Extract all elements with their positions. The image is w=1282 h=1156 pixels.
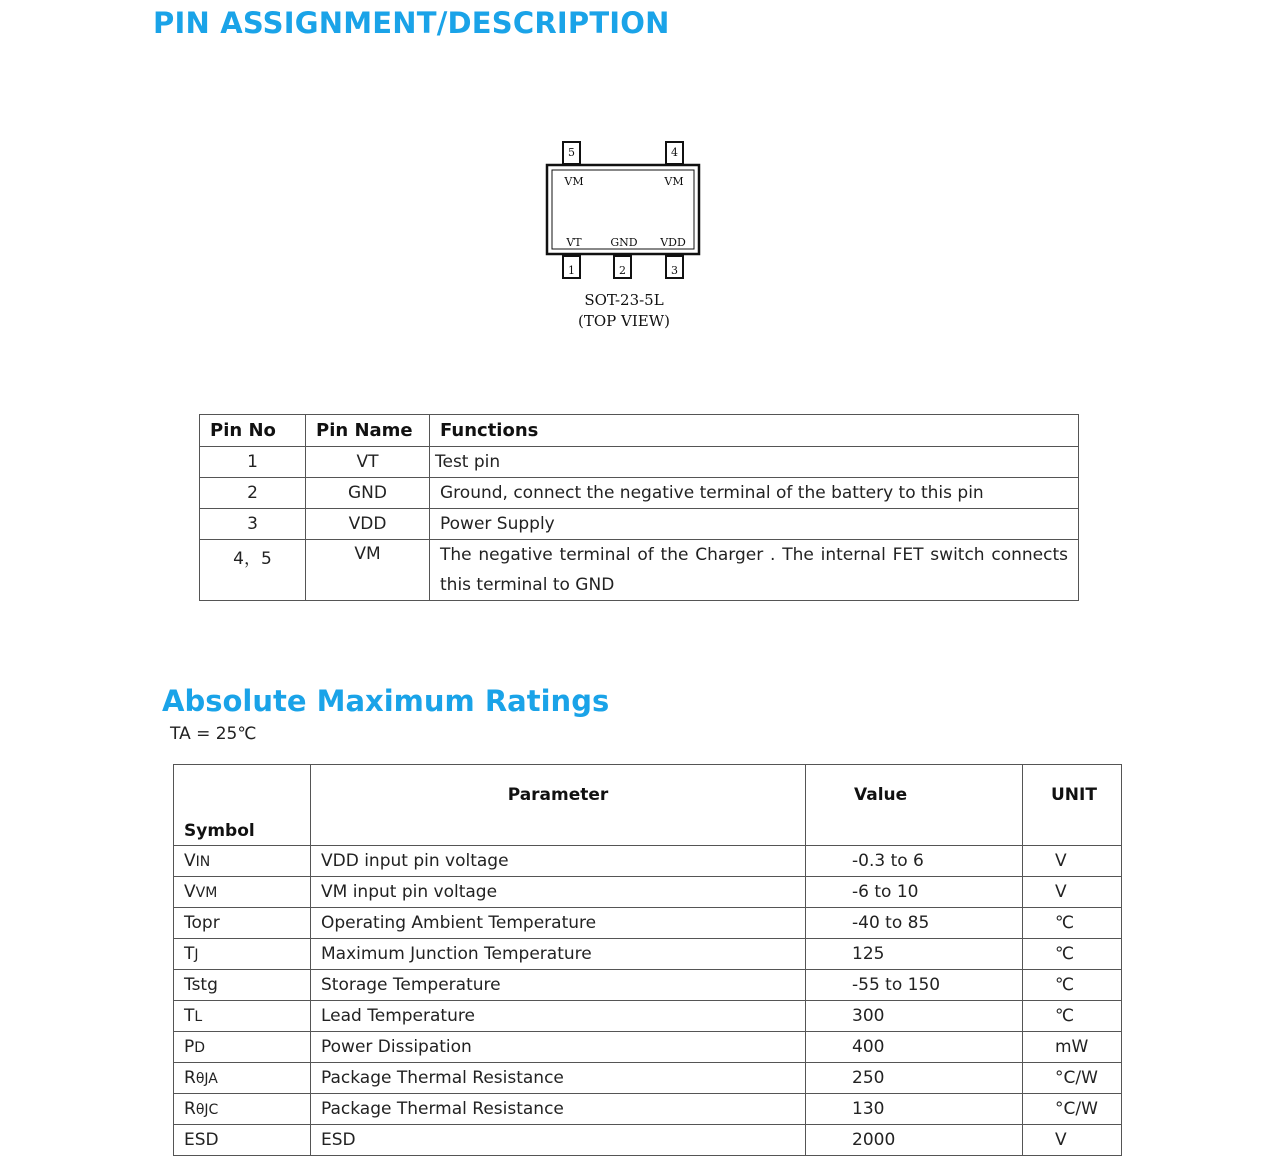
pin-name-cell: VDD xyxy=(306,509,430,540)
symbol-cell xyxy=(174,1125,311,1156)
symbol-subscript: D xyxy=(194,1040,206,1056)
symbol-cell xyxy=(174,846,311,877)
parameter-cell: Maximum Junction Temperature xyxy=(311,939,806,970)
table-row xyxy=(200,540,1079,601)
symbol-main: R xyxy=(184,1099,196,1119)
parameter-cell: VDD input pin voltage xyxy=(311,846,806,877)
package-name: SOT-23-5L xyxy=(584,291,664,309)
unit-cell: ℃ xyxy=(1023,1001,1122,1032)
unit-cell: V xyxy=(1023,1125,1122,1156)
table-row xyxy=(174,1094,1122,1125)
parameter-cell: VM input pin voltage xyxy=(311,877,806,908)
value-cell: -40 to 85 xyxy=(806,908,1023,939)
pin-name-cell: VT xyxy=(306,447,430,478)
symbol-subscript: θJC xyxy=(195,1102,219,1118)
parameter-cell: Power Dissipation xyxy=(311,1032,806,1063)
sot23-package-diagram xyxy=(540,135,710,285)
package-caption xyxy=(560,290,688,332)
pin-number-5: 5 xyxy=(568,146,575,159)
label-gnd: GND xyxy=(610,236,638,249)
symbol-main: V xyxy=(184,882,196,902)
pin-no-cell: 4，5 xyxy=(200,540,306,601)
parameter-cell: Package Thermal Resistance xyxy=(311,1094,806,1125)
value-cell: 400 xyxy=(806,1032,1023,1063)
table-row xyxy=(200,478,1079,509)
package-view: (TOP VIEW) xyxy=(578,312,670,330)
pin-no-cell: 3 xyxy=(200,509,306,540)
pin-no-cell: 2 xyxy=(200,478,306,509)
pin-function-cell: Test pin xyxy=(430,447,1079,478)
table-row xyxy=(174,846,1122,877)
unit-cell: °C/W xyxy=(1023,1063,1122,1094)
value-cell: 300 xyxy=(806,1001,1023,1032)
symbol-main: ESD xyxy=(184,1130,219,1150)
symbol-subscript: J xyxy=(194,947,199,963)
value-cell: -55 to 150 xyxy=(806,970,1023,1001)
header-parameter: Parameter xyxy=(311,765,806,846)
header-unit: UNIT xyxy=(1023,765,1122,846)
ambient-temperature-note: TA = 25℃ xyxy=(170,724,257,744)
table-row xyxy=(174,939,1122,970)
table-row xyxy=(174,877,1122,908)
symbol-main: V xyxy=(184,851,196,871)
symbol-cell xyxy=(174,877,311,908)
header-functions: Functions xyxy=(430,415,1079,447)
pin-name-cell: VM xyxy=(306,540,430,601)
pin-number-3: 3 xyxy=(671,264,678,277)
table-header-row xyxy=(200,415,1079,447)
symbol-main: P xyxy=(184,1037,195,1057)
pin-assignment-title: PIN ASSIGNMENT/DESCRIPTION xyxy=(153,6,670,40)
label-vm-left: VM xyxy=(564,175,584,188)
symbol-cell xyxy=(174,1063,311,1094)
table-row xyxy=(200,509,1079,540)
symbol-main: Topr xyxy=(184,913,220,933)
header-symbol: Symbol xyxy=(174,765,311,846)
table-header-row xyxy=(174,765,1122,846)
table-row xyxy=(200,447,1079,478)
unit-cell: V xyxy=(1023,877,1122,908)
pin-number-2: 2 xyxy=(619,264,626,277)
unit-cell: ℃ xyxy=(1023,970,1122,1001)
absolute-max-ratings-title: Absolute Maximum Ratings xyxy=(162,684,610,718)
value-cell: 2000 xyxy=(806,1125,1023,1156)
pin-number-1: 1 xyxy=(568,264,575,277)
label-vm-right: VM xyxy=(664,175,684,188)
symbol-cell xyxy=(174,908,311,939)
unit-cell: ℃ xyxy=(1023,908,1122,939)
table-row xyxy=(174,1032,1122,1063)
symbol-main: Tstg xyxy=(184,975,218,995)
value-cell: 130 xyxy=(806,1094,1023,1125)
unit-cell: ℃ xyxy=(1023,939,1122,970)
table-row xyxy=(174,1001,1122,1032)
pin-description-table xyxy=(199,414,1079,601)
unit-cell: mW xyxy=(1023,1032,1122,1063)
absolute-max-ratings-table xyxy=(173,764,1122,1156)
table-row xyxy=(174,908,1122,939)
value-cell: -0.3 to 6 xyxy=(806,846,1023,877)
unit-cell: °C/W xyxy=(1023,1094,1122,1125)
symbol-cell xyxy=(174,1001,311,1032)
symbol-cell xyxy=(174,1094,311,1125)
parameter-cell: ESD xyxy=(311,1125,806,1156)
symbol-subscript: IN xyxy=(195,854,211,870)
header-value: Value xyxy=(806,765,1023,846)
value-cell: 250 xyxy=(806,1063,1023,1094)
pin-number-4: 4 xyxy=(671,146,678,159)
pin-function-cell: Ground, connect the negative terminal of the battery to this pin xyxy=(430,478,1079,509)
label-vt: VT xyxy=(566,236,582,249)
unit-cell: V xyxy=(1023,846,1122,877)
table-row xyxy=(174,1063,1122,1094)
symbol-main: T xyxy=(184,944,195,964)
pin-function-cell: The negative terminal of the Charger . The internal FET switch connects this terminal to GND xyxy=(430,540,1079,601)
pin-no-cell: 1 xyxy=(200,447,306,478)
symbol-subscript: VM xyxy=(195,885,218,901)
table-row xyxy=(174,970,1122,1001)
symbol-cell xyxy=(174,970,311,1001)
symbol-main: R xyxy=(184,1068,196,1088)
parameter-cell: Package Thermal Resistance xyxy=(311,1063,806,1094)
pin-function-cell: Power Supply xyxy=(430,509,1079,540)
header-pin-name: Pin Name xyxy=(306,415,430,447)
parameter-cell: Storage Temperature xyxy=(311,970,806,1001)
ratings-table-body xyxy=(174,846,1122,1156)
parameter-cell: Operating Ambient Temperature xyxy=(311,908,806,939)
symbol-cell xyxy=(174,1032,311,1063)
symbol-main: T xyxy=(184,1006,195,1026)
header-pin-no: Pin No xyxy=(200,415,306,447)
symbol-cell xyxy=(174,939,311,970)
table-row xyxy=(174,1125,1122,1156)
label-vdd: VDD xyxy=(660,236,686,249)
value-cell: -6 to 10 xyxy=(806,877,1023,908)
pin-name-cell: GND xyxy=(306,478,430,509)
symbol-subscript: L xyxy=(194,1009,203,1025)
value-cell: 125 xyxy=(806,939,1023,970)
parameter-cell: Lead Temperature xyxy=(311,1001,806,1032)
symbol-subscript: θJA xyxy=(195,1071,218,1087)
